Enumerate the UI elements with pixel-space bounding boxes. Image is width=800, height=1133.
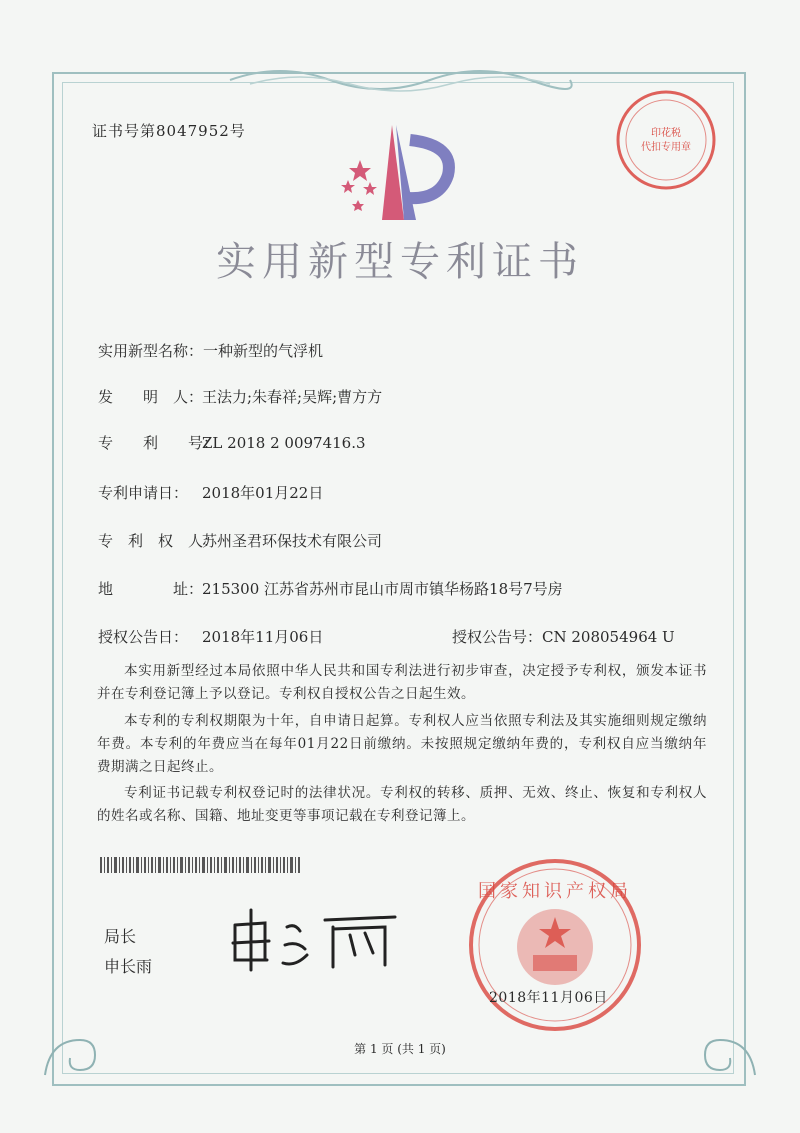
field-application-date	[98, 482, 323, 503]
field-value: 215300 江苏省苏州市昆山市周市镇华杨路18号7号房	[202, 580, 563, 598]
field-value: 王法力;朱春祥;吴辉;曹方方	[202, 388, 383, 406]
tax-seal-icon	[614, 88, 718, 192]
body-paragraph: 本专利的专利权期限为十年，自申请日起算。专利权人应当依照专利法及其实施细则规定缴纳年费。本专利的年费应当在每年01月22日前缴纳。未按照规定缴纳年费的，专利权自应当缴纳年费期满之日起终止。	[97, 713, 707, 775]
field-value: CN 208054964 U	[542, 628, 675, 646]
field-value: ZL 2018 2 0097416.3	[202, 434, 366, 452]
page-number: 第 1 页 (共 1 页)	[354, 1042, 446, 1056]
director-title: 局长	[104, 927, 137, 946]
signature-icon	[225, 905, 405, 975]
field-grant-date	[98, 626, 323, 647]
svg-text:国家知识产权局: 国家知识产权局	[478, 881, 632, 902]
field-label: 专 利 权 人：	[98, 532, 219, 550]
barcode-icon	[100, 857, 300, 873]
top-ornament-icon	[220, 62, 580, 92]
body-paragraph: 专利证书记载专利权登记时的法律状况。专利权的转移、质押、无效、终止、恢复和专利权人的姓名或名称、国籍、地址变更等事项记载在专利登记簿上。	[97, 785, 707, 824]
field-grant-no	[452, 626, 675, 647]
field-patentee	[98, 530, 382, 551]
field-inventors	[98, 386, 382, 407]
field-patent-no	[98, 432, 366, 453]
certificate-title: 实用新型专利证书	[216, 239, 584, 285]
certificate-number: 证书号第8047952号	[92, 122, 246, 140]
patent-office-seal-icon	[465, 855, 645, 1035]
field-value: 2018年11月06日	[202, 628, 324, 646]
patent-office-logo-icon	[330, 120, 470, 230]
field-address	[98, 578, 563, 599]
seal-date: 2018年11月06日	[489, 990, 608, 1006]
field-value: 2018年01月22日	[202, 484, 324, 502]
field-value: 苏州圣君环保技术有限公司	[202, 532, 383, 550]
field-value: 一种新型的气浮机	[203, 342, 324, 360]
field-label: 专利申请日：	[98, 484, 189, 502]
field-label: 授权公告号：	[452, 628, 543, 646]
field-label: 地 址：	[98, 580, 204, 598]
field-utility-name	[98, 340, 323, 361]
svg-text:代扣专用章: 代扣专用章	[641, 142, 691, 153]
field-label: 授权公告日：	[98, 628, 189, 646]
field-label: 专 利 号：	[98, 434, 219, 452]
field-label: 实用新型名称：	[98, 342, 204, 360]
field-label: 发 明 人：	[98, 388, 204, 406]
body-paragraph: 本实用新型经过本局依照中华人民共和国专利法进行初步审查，决定授予专利权，颁发本证书并在专利登记簿上予以登记。专利权自授权公告之日起生效。	[97, 663, 707, 702]
svg-text:印花税: 印花税	[651, 128, 681, 139]
director-name: 申长雨	[104, 957, 153, 976]
